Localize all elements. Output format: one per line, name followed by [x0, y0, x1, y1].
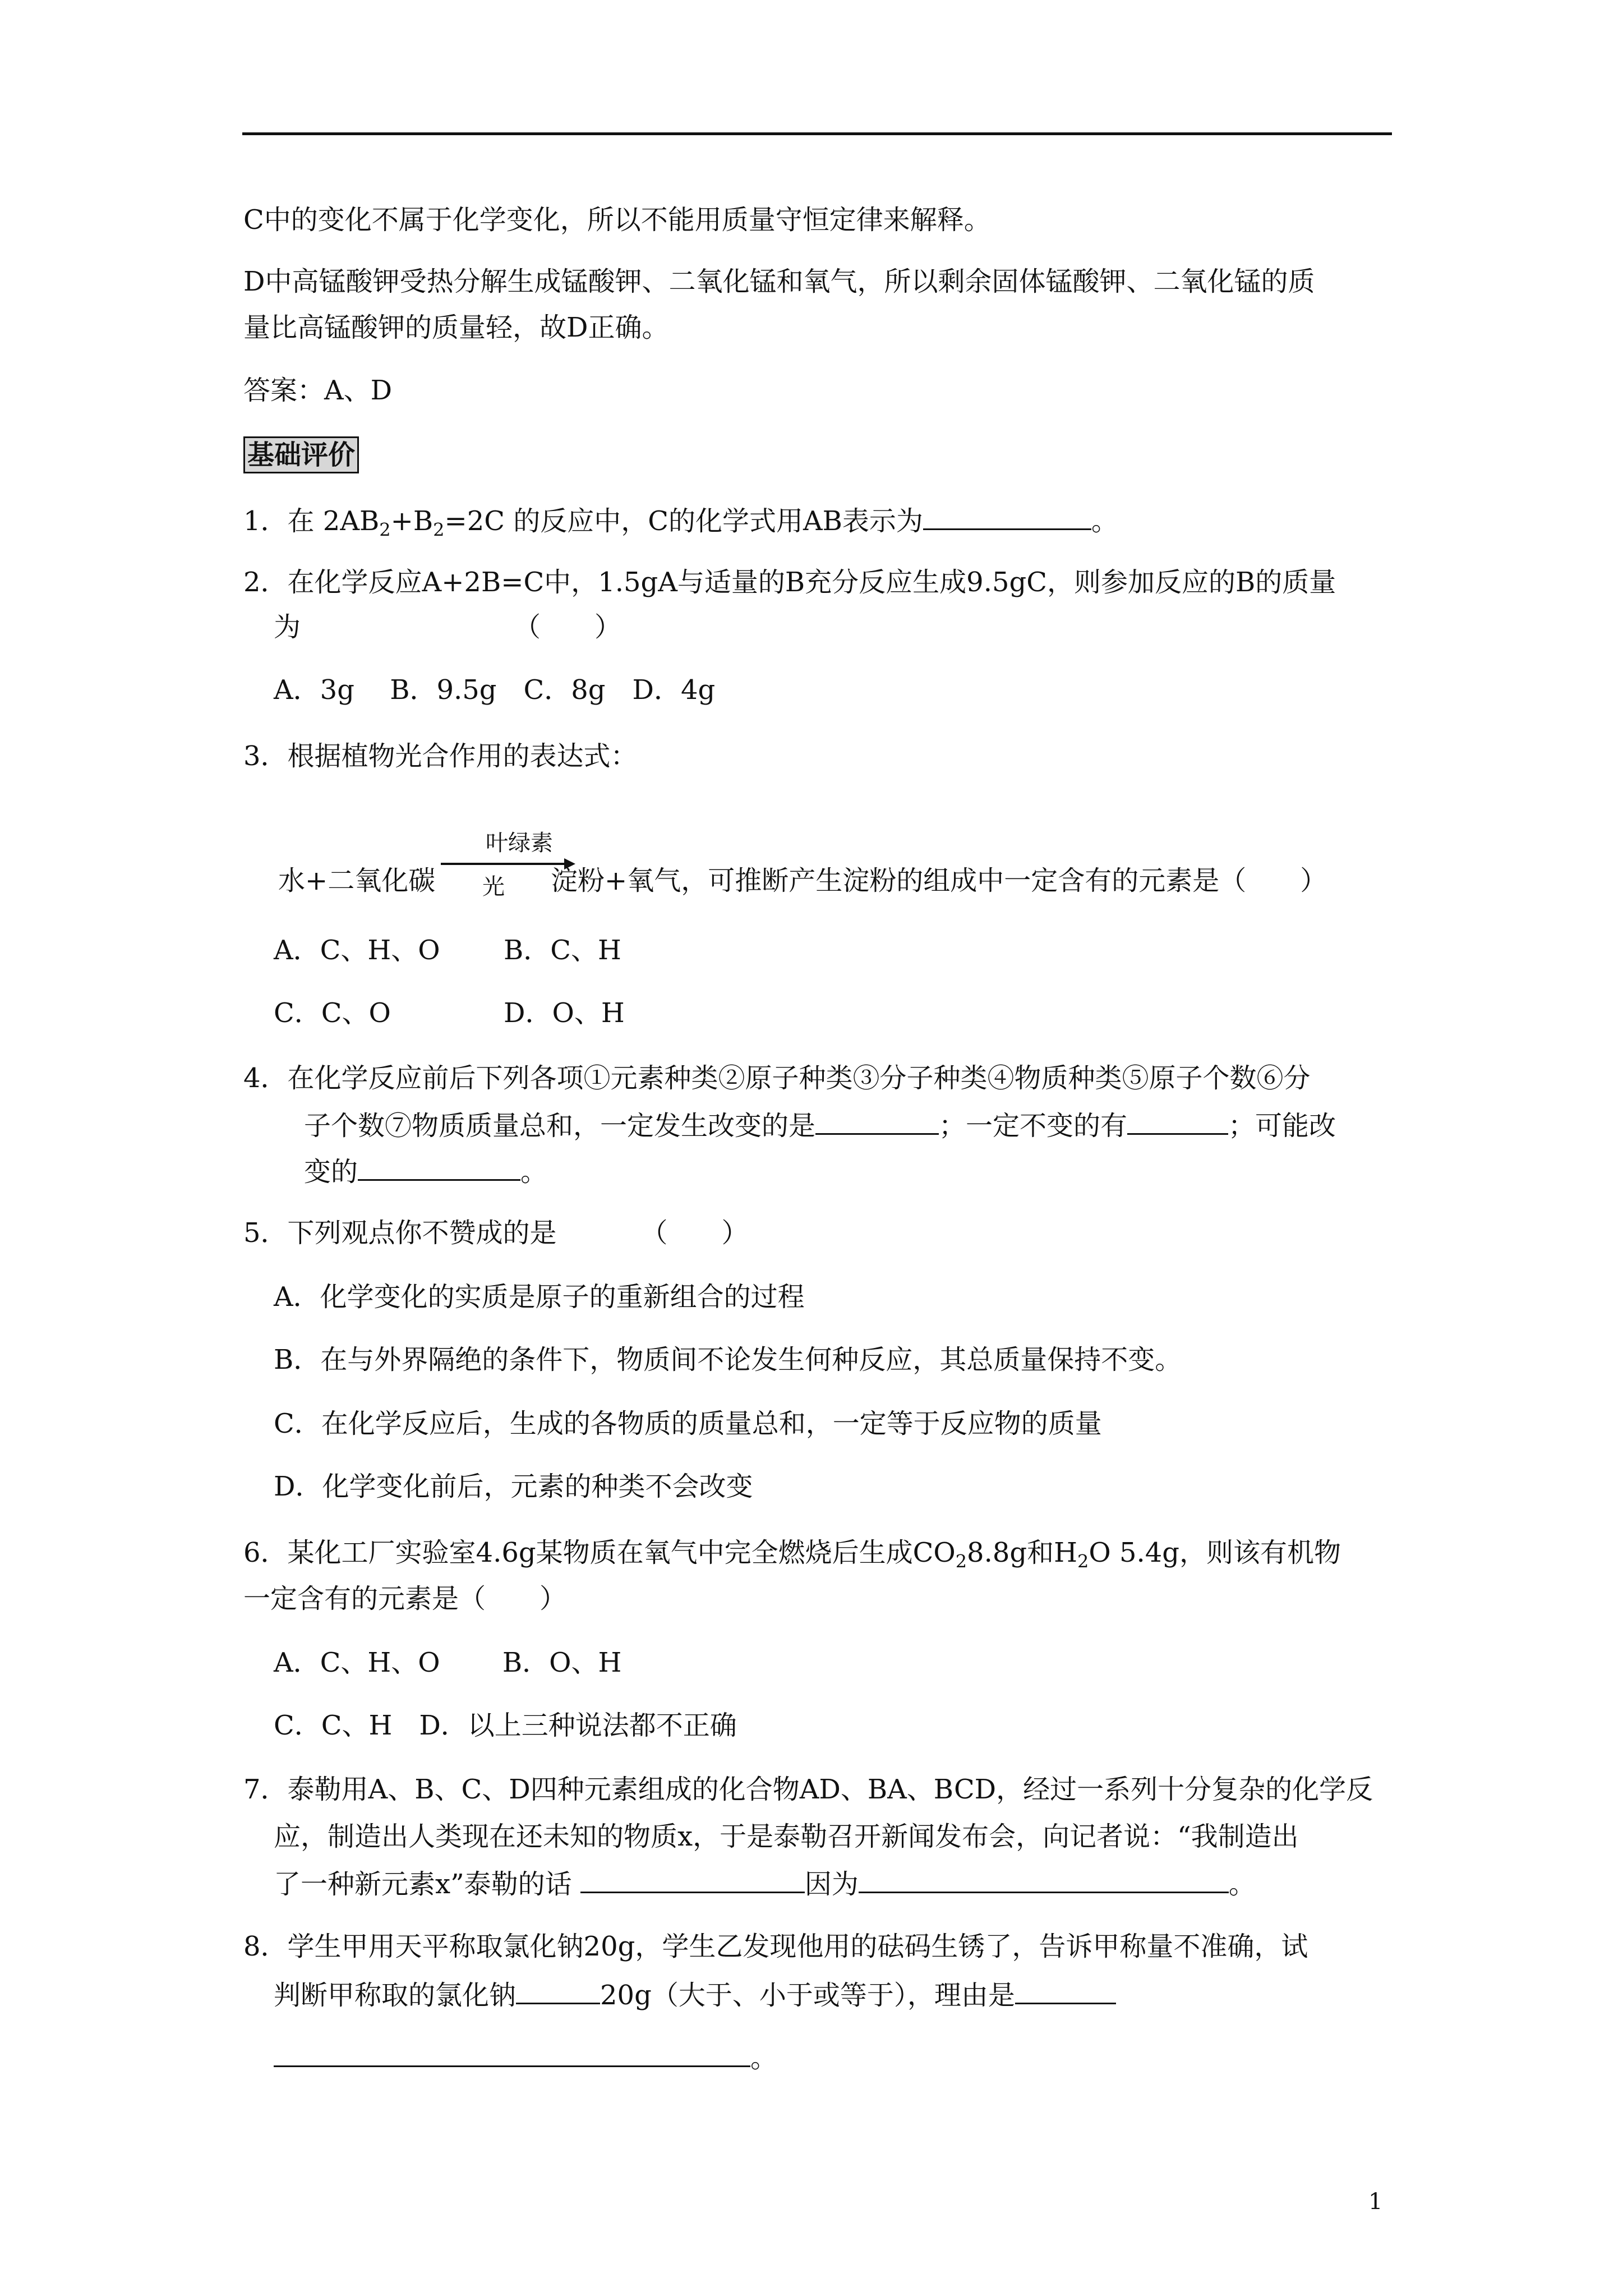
equation-condition-below: 光 [482, 874, 505, 900]
explanation-c: C中的变化不属于化学变化，所以不能用质量守恒定律来解释。 [243, 204, 991, 236]
question-4-line2: 子个数⑦物质质量总和，一定发生改变的是 ；一定不变的有 ；可能改 [304, 1107, 1482, 1141]
choice-paren: （ ） [514, 611, 622, 643]
question-2-line1: 2．在化学反应A+2B=C中，1.5gA与适量的B充分反应生成9.5gC，则参加反应的B的质量 [243, 567, 1336, 598]
header-rule [242, 132, 1392, 135]
question-7-line1: 7．泰勒用A、B、C、D四种元素组成的化合物AD、BA、BCD，经过一系列十分复杂的化学反 [243, 1774, 1373, 1805]
answer-blank[interactable] [516, 1977, 600, 2004]
question-6-line1: 6．某化工厂实验室4.6g某物质在氧气中完全燃烧后生成$CO_28.8g$和$H_2O$ 5.4g，则该有机物 [243, 1537, 1341, 1572]
question-3-option-a: A．C、H、O [274, 935, 440, 966]
question-1: 1．在 $2AB_2+B_2=2C$ 的反应中，C的化学式用AB表示为 。 [243, 503, 1421, 536]
answer-blank[interactable] [1015, 1977, 1116, 2004]
question-2-options: A．3g B．9.5g C．8g D．4g [274, 674, 716, 706]
question-4-line3: 变的 。 [304, 1153, 1482, 1187]
question-3-option-d: D．O、H [504, 997, 625, 1029]
answer-blank[interactable] [1127, 1107, 1228, 1135]
question-5-option-c: C．在化学反应后，生成的各物质的质量总和，一定等于反应物的质量 [274, 1408, 1102, 1439]
question-6-options-ab: A．C、H、O B．O、H [274, 1647, 622, 1678]
page-number: 1 [1368, 2189, 1383, 2215]
answer-line: 答案：A、D [243, 375, 393, 406]
equation-products-and-question: 淀粉+氧气，可推断产生淀粉的组成中一定含有的元素是（ ） [551, 865, 1327, 896]
question-5-option-d: D．化学变化前后，元素的种类不会改变 [274, 1471, 753, 1502]
equation-reactants: 水+二氧化碳 [278, 865, 436, 896]
question-2-line2: 为 （ ） [274, 611, 622, 643]
question-6-line2: 一定含有的元素是（ ） [243, 1583, 567, 1614]
question-3-option-b: B．C、H [504, 935, 621, 966]
answer-blank[interactable] [923, 503, 1091, 530]
answer-blank[interactable] [580, 1866, 805, 1893]
answer-blank[interactable] [815, 1107, 939, 1135]
section-title: 基础评价 [243, 436, 359, 473]
question-5-option-b: B．在与外界隔绝的条件下，物质间不论发生何种反应，其总质量保持不变。 [274, 1344, 1182, 1375]
question-8-line3: 。 [274, 2040, 1451, 2073]
equation-condition-above: 叶绿素 [486, 830, 553, 856]
question-5-stem: 5．下列观点你不赞成的是 （ ） [243, 1217, 749, 1249]
answer-blank[interactable] [859, 1866, 1229, 1893]
question-6-options-cd: C．C、H D．以上三种说法都不正确 [274, 1710, 737, 1741]
question-3-option-c: C．C、O [274, 997, 391, 1029]
question-8-line1: 8．学生甲用天平称取氯化钠20g，学生乙发现他用的砝码生锈了，告诉甲称量不准确，试 [243, 1931, 1308, 1962]
question-7-line3: 了一种新元素x”泰勒的话 因为 。 [274, 1866, 1451, 1899]
explanation-d-line1: D中高锰酸钾受热分解生成锰酸钾、二氧化锰和氧气，所以剩余固体锰酸钾、二氧化锰的质 [243, 266, 1315, 297]
question-7-line2: 应，制造出人类现在还未知的物质x，于是泰勒召开新闻发布会，向记者说：“我制造出 [274, 1821, 1299, 1852]
photosynthesis-equation [278, 813, 1512, 914]
choice-paren: （ ） [640, 1217, 749, 1249]
question-3-stem: 3．根据植物光合作用的表达式： [243, 740, 638, 772]
question-8-line2: 判断甲称取的氯化钠 20g（大于、小于或等于），理由是 [274, 1977, 1451, 2010]
answer-blank[interactable] [274, 2040, 750, 2067]
question-5-option-a: A．化学变化的实质是原子的重新组合的过程 [274, 1281, 805, 1313]
explanation-d-line2: 量比高锰酸钾的质量轻，故D正确。 [243, 312, 669, 343]
question-4-line1: 4．在化学反应前后下列各项①元素种类②原子种类③分子种类④物质种类⑤原子个数⑥分 [243, 1062, 1311, 1094]
answer-blank[interactable] [358, 1153, 520, 1181]
